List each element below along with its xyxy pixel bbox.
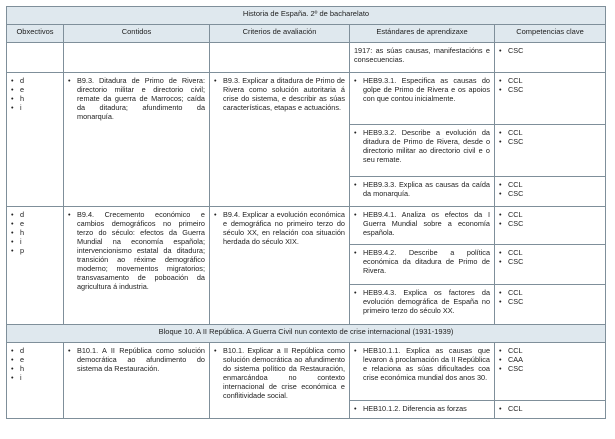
competence-cell: [495, 43, 606, 73]
header-objectives: Obxectivos: [7, 25, 64, 43]
objective-item: • i: [11, 237, 59, 246]
table-title-row: [7, 7, 606, 25]
standard-item: • HEB10.1.2. Diferencia as forzas: [354, 404, 490, 413]
objective-item: • e: [11, 219, 59, 228]
header-contents: Contidos: [64, 25, 210, 43]
objective-item: • h: [11, 228, 59, 237]
objective-item: • i: [11, 103, 59, 112]
competence-item: • CCL: [499, 346, 601, 355]
header-competences: Competencias clave: [495, 25, 606, 43]
competence-item: • CSC: [499, 137, 601, 146]
objective-item: • d: [11, 210, 59, 219]
competence-cell: [495, 177, 606, 207]
competence-item: • CSC: [499, 85, 601, 94]
competence-item: • CAA: [499, 355, 601, 364]
objective-item: • h: [11, 94, 59, 103]
competence-item: • CCL: [499, 180, 601, 189]
table-row: [7, 73, 606, 125]
standard-item: • HEB9.4.1. Analiza os efectos da I Guerra Mundial sobre a economía española.: [354, 210, 490, 237]
criterion-cell: [210, 207, 350, 325]
criterion-cell: [210, 343, 350, 419]
standard-cell: [350, 245, 495, 285]
standard-cell: [350, 177, 495, 207]
competence-item: • CCL: [499, 288, 601, 297]
competence-item: • CSC: [499, 257, 601, 266]
standard-cell: [350, 285, 495, 325]
criterion-item: • B10.1. Explicar a II República como solución democrática ao afundimento do sistema político da Restauración, enmarcándoa no contexto internacional de crise económica e conflitividade social.: [214, 346, 345, 400]
competence-item: • CSC: [499, 189, 601, 198]
competence-item: • CCL: [499, 404, 601, 413]
standard-cell: [350, 207, 495, 245]
standard-cell: 1917: as súas causas, manifestacións e consecuencias.: [350, 43, 495, 73]
content-cell: [64, 207, 210, 325]
objective-item: • d: [11, 346, 59, 355]
competence-cell: [495, 285, 606, 325]
content-item: • B9.4. Crecemento económico e cambios demográficos no primeiro terzo do século: efectos da Guerra Mundial na economía española; intervencionismo estatal da ditadura; transición ao réxime demográfico moderno; movementos migratorios; transvasamento de poboación da agricultura á industria.: [68, 210, 205, 291]
standard-item: • HEB10.1.1. Explica as causas que levaron á proclamación da II República e relaciona as súas dificultades coa crise económica mundial dos anos 30.: [354, 346, 490, 382]
standard-item: • HEB9.4.2. Describe a política económica da ditadura de Primo de Rivera.: [354, 248, 490, 275]
table-row: [7, 343, 606, 401]
table-row: [7, 43, 606, 73]
objective-item: • e: [11, 355, 59, 364]
block-title-row: [7, 325, 606, 343]
competence-item: • CCL: [499, 248, 601, 257]
header-row: [7, 25, 606, 43]
standard-item: • HEB9.3.2. Describe a evolución da ditadura de Primo de Rivera, desde o directorio militar ao directorio civil e o seu remate.: [354, 128, 490, 164]
competence-cell: [495, 207, 606, 245]
content-item: • B10.1. A II República como solución democrática ao afundimento do sistema da Restauración.: [68, 346, 205, 373]
competence-item: • CSC: [499, 364, 601, 373]
competence-cell: [495, 125, 606, 177]
header-criteria: Criterios de avaliación: [210, 25, 350, 43]
standard-item: • HEB9.3.1. Especifica as causas do golpe de Primo de Rivera e os apoios con que contou inicialmente.: [354, 76, 490, 103]
competence-item: • CCL: [499, 210, 601, 219]
objectives-cell: [7, 207, 64, 325]
header-standards: Estándares de aprendizaxe: [350, 25, 495, 43]
standard-item: • HEB9.3.3. Explica as causas da caída da monarquía.: [354, 180, 490, 198]
objective-item: • p: [11, 246, 59, 255]
competence-item: • CSC: [499, 297, 601, 306]
table-title: Historia de España. 2º de bacharelato: [7, 7, 606, 25]
competence-cell: [495, 401, 606, 419]
curriculum-table: [6, 6, 606, 419]
competence-item: • CSC: [499, 219, 601, 228]
competence-item: • CCL: [499, 128, 601, 137]
competence-item: • CCL: [499, 76, 601, 85]
standard-cell: [350, 73, 495, 125]
criterion-cell: [210, 73, 350, 207]
competence-cell: [495, 73, 606, 125]
objectives-cell: [7, 43, 64, 73]
competence-cell: [495, 245, 606, 285]
competence-item: • CSC: [499, 46, 601, 55]
content-cell: [64, 343, 210, 419]
competence-cell: [495, 343, 606, 401]
standard-item: • HEB9.4.3. Explica os factores da evolución demográfica de España no primeiro terzo do século XX.: [354, 288, 490, 315]
objectives-cell: [7, 343, 64, 419]
objectives-cell: [7, 73, 64, 207]
standard-cell: [350, 343, 495, 401]
content-item: • B9.3. Ditadura de Primo de Rivera: directorio militar e directorio civil; remate da guerra de Marrocos; caída da ditadura; afundimento da monarquía.: [68, 76, 205, 121]
block-title: Bloque 10. A II República. A Guerra Civil nun contexto de crise internacional (1931-1939): [7, 325, 606, 343]
objective-item: • i: [11, 373, 59, 382]
standard-cell: [350, 125, 495, 177]
criterion-item: • B9.3. Explicar a ditadura de Primo de Rivera como solución autoritaria á crise do sistema, e describir as súas características, etapas e actuacións.: [214, 76, 345, 112]
standard-cell: [350, 401, 495, 419]
objective-item: • e: [11, 85, 59, 94]
table-row: [7, 207, 606, 245]
content-cell: [64, 43, 210, 73]
content-cell: [64, 73, 210, 207]
criterion-item: • B9.4. Explicar a evolución económica e demográfica no primeiro terzo do século XX, en relación coa situación herdada do século XIX.: [214, 210, 345, 246]
criterion-cell: [210, 43, 350, 73]
objective-item: • h: [11, 364, 59, 373]
objective-item: • d: [11, 76, 59, 85]
